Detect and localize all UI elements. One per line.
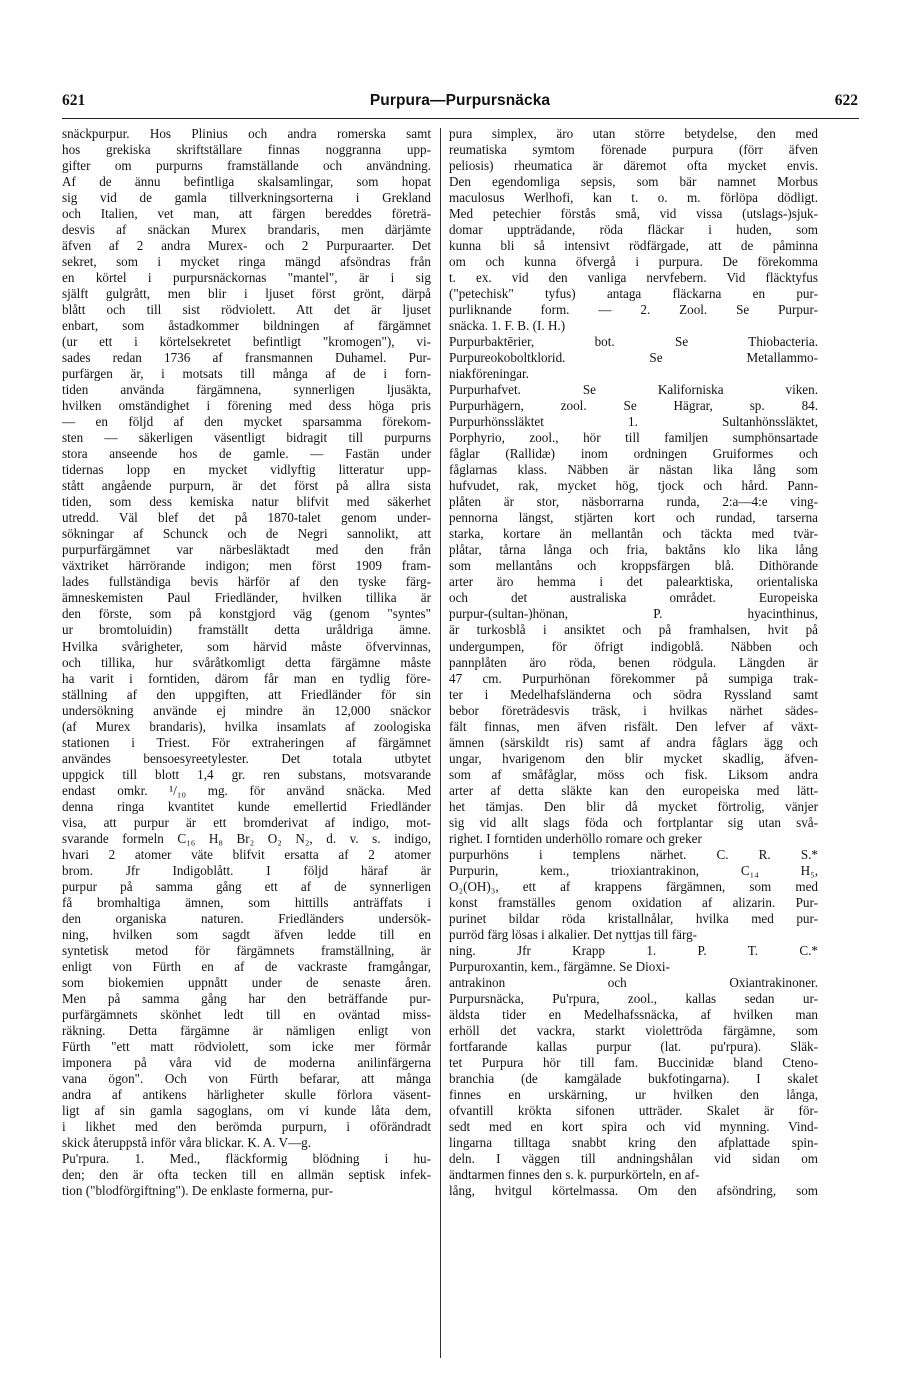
text-line: antrakinon och Oxiantrakinoner.: [449, 974, 818, 990]
text-line: plåten är stor, näsborrarna runda, 2:a—4:e ving-: [449, 494, 818, 510]
text-line: tiden, som dess kemiska natur blifvit med säkerhet: [62, 494, 431, 510]
text-line: svarande formeln C₁₆ H₈ Br₂ O₂ N₂, d. v. s. indigo,: [62, 830, 431, 846]
text-line: tion ("blodförgiftning"). De enklaste formerna, pur-: [62, 1183, 334, 1199]
text-line: gifter om purpurns framställande och användning.: [62, 158, 431, 174]
text-line: ("petechisk" tyfus) antaga fläckarna en pur-: [449, 286, 818, 302]
text-line: (ur ett i körtelsekretet befintligt "kromogen"), vi-: [62, 334, 431, 350]
text-line: maculosus Werlhofi, kan t. o. m. förlöpa dödligt.: [449, 190, 818, 206]
text-line: Fürth "ett matt rödviolett, som icke mer förmår: [62, 1038, 431, 1054]
text-line: purpurfärgämnet var närbesläktadt med den från: [62, 542, 431, 558]
text-line: purpur-(sultan-)hönan, P. hyacinthinus,: [449, 606, 818, 622]
text-line: äfven af 2 andra Murex- och 2 Purpuraarter. Det: [62, 238, 431, 254]
text-line: blått och till sist rödviolett. Att det är ljuset: [62, 302, 431, 318]
text-line: stora anseende hos de gamle. — Fastän under: [62, 446, 431, 462]
text-line: lingarna tilltaga snabbt kring den afplattade spin-: [449, 1134, 818, 1150]
text-line: Pu'rpura. 1. Med., fläckformig blödning i hu-: [62, 1151, 431, 1166]
text-line: i likhet med den berömda purpurn, i oförändradt: [62, 1118, 431, 1134]
text-line: snäcka. 1. F. B. (I. H.): [449, 318, 566, 334]
text-line: hufvudet, rak, mycket hög, tjock och hård. Pann-: [449, 478, 818, 494]
text-line: ställning af den uppgiften, att Friedländer för sin: [62, 686, 431, 702]
text-line: ter i Medelhafsländerna och södra Ryssland samt: [449, 686, 818, 702]
text-line: starka, kortare än mellantån och täckta med tvär-: [449, 526, 818, 542]
text-line: peliosis) rheumatica är däremot ofta mycket envis.: [449, 158, 818, 174]
text-line: och det australiska området. Europeiska: [449, 590, 818, 606]
text-line: endast omkr. ¹/₁₀ mg. för använd snäcka. Med: [62, 782, 431, 798]
text-line: denna ringa kvantitet kunde emellertid Friedländer: [62, 798, 431, 814]
text-line: andra af antikens härligheter skulle förlora väsent-: [62, 1086, 431, 1102]
text-line: O₂(OH)₃, ett af krappens färgämnen, som med: [449, 878, 818, 894]
text-line: niakföreningar.: [449, 366, 529, 382]
text-line: enligt von Fürth en af de vackraste framgångar,: [62, 958, 431, 974]
text-line: hvari 2 atomer väte blifvit ersatta af 2 atomer: [62, 846, 431, 862]
text-line: Purpurhönssläktet 1. Sultanhönssläktet,: [449, 414, 818, 430]
text-line: och tillika, hur svåråtkomligt detta färgämne måste: [62, 654, 431, 670]
text-line: ning. Jfr Krapp 1. P. T. C.*: [449, 942, 818, 958]
text-line: en körtel i purpursnäckornas "mantel", är i sig: [62, 270, 431, 286]
page-number-left: 621: [62, 92, 86, 109]
text-line: tiden använda färgämnena, synnerligen ljusäkta,: [62, 382, 431, 398]
text-line: ning, hvilken som sagdt äfven ledde till en: [62, 926, 431, 942]
text-line: ur bromtoluidin) framställt detta uråldriga ämne.: [62, 622, 431, 638]
text-line: undersökning använde ej mindre än 12,000 snäckor: [62, 702, 431, 718]
text-line: utredd. Väl blef det på 1870-talet genom under-: [62, 510, 431, 526]
text-line: Purpurbaktērier, bot. Se Thiobacteria.: [449, 334, 818, 350]
text-line: purpurhöns i templens närhet. C. R. S.*: [449, 846, 818, 862]
text-line: som mellantåns och kroppsfärgen blå. Dithörande: [449, 558, 818, 574]
text-line: sig vid de gamla tillverkningsorterna i Grekland: [62, 190, 431, 206]
text-line: ha varit i forntiden, därom får man en tydlig före-: [62, 670, 431, 686]
text-line: finnes en urskärning, ur hvilken den långa,: [449, 1086, 818, 1102]
text-line: sökningar af Schunck och de Negri sannolikt, att: [62, 526, 431, 542]
column-divider: [440, 128, 441, 1358]
text-line: fåglar (Rallidæ) inom ordningen Gruiformes och: [449, 446, 818, 462]
text-line: t. ex. vid den vanliga nervfebern. Vid fläcktyfus: [449, 270, 818, 286]
text-line: brom. Jfr Indigoblått. I följd häraf är: [62, 862, 431, 878]
text-line: 47 cm. Purpurhönan förekommer på sumpiga trak-: [449, 670, 818, 686]
text-line: skick återuppstå inför våra blickar. K. A. V—g.: [62, 1134, 312, 1150]
text-line: bebor företrädesvis träsk, i hvilkas närhet sädes-: [449, 702, 818, 718]
text-line: kunna bli så intensivt rödfärgade, att de påminna: [449, 238, 818, 254]
text-line: sig vid allt slags föda och fortplantar sig utan svå-: [449, 814, 818, 830]
text-line: ofvantill krökta sifonen utträder. Skalet är för-: [449, 1102, 818, 1118]
text-line: Den egendomliga sepsis, som bär namnet Morbus: [449, 174, 818, 190]
text-line: om och kunna öfvergå i purpura. De förekomma: [449, 254, 818, 270]
left-column: [62, 126, 431, 1199]
text-line: uppgick till blott 1,4 gr. ren substans, motsvarande: [62, 766, 431, 782]
text-line: hvilken omständighet i förening med dess höga pris: [62, 398, 431, 414]
text-line: lades fullständiga bevis härför af den tyske färg-: [62, 574, 431, 590]
text-line: — en följd af den mycket sparsamma förekom-: [62, 414, 431, 430]
text-line: få bromhaltiga ämnen, som hittills anträffats i: [62, 894, 431, 910]
text-line: och Italien, vet man, att färgen bereddes företrä-: [62, 206, 431, 222]
header-rule: [62, 118, 859, 119]
text-line: sades redan 1736 af fransmannen Duhamel. Pur-: [62, 350, 431, 366]
text-line: ändtarmen finnes den s. k. purpurkörteln, en af-: [449, 1167, 700, 1183]
text-line: som af småfåglar, möss och fisk. Liksom andra: [449, 766, 818, 782]
text-line: tet Purpura hör till fam. Buccinidæ bland Cteno-: [449, 1054, 818, 1070]
text-line: stått angående purpurn, är det först på allra sista: [62, 478, 431, 494]
text-line: Med petechier förstås små, vid vissa (utslags-)sjuk-: [449, 206, 818, 222]
text-line: deln. I väggen till andningshålan vid sidan om: [449, 1151, 818, 1166]
text-line: purfärgen är, i motsats till många af de i forn-: [62, 366, 431, 382]
text-line: ungar, hvarigenom den blir mycket skadlig, äfven-: [449, 750, 818, 766]
text-line: erhöll det vackra, starkt violettröda färgämne, som: [449, 1022, 818, 1038]
text-line: undergumpen, för öfrigt indigoblå. Näbben och: [449, 638, 818, 654]
text-line: Purpurhafvet. Se Kaliforniska viken.: [449, 382, 818, 398]
running-title: Purpura—Purpursnäcka: [369, 92, 551, 109]
text-line: sedt med en kort spira och vid mynning. Vind-: [449, 1118, 818, 1134]
text-line: lång, hvitgul körtelmassa. Om den afsöndring, som: [449, 1183, 818, 1199]
text-line: sekret, som i mycket ringa mängd afsöndras från: [62, 254, 431, 270]
text-line: plåtar, tårna långa och fria, baktåns klo lika lång: [449, 542, 818, 558]
text-line: fält finnas, men äfven risfält. Den lefver af växt-: [449, 718, 818, 734]
text-line: purliknande form. — 2. Zool. Se Purpur-: [449, 302, 818, 318]
text-line: righet. I forntiden underhöllo romare och greker: [449, 830, 702, 846]
text-line: den; den är ofta tecken till en allmän septisk infek-: [62, 1167, 431, 1183]
text-line: Purpuroxantin, kem., färgämne. Se Dioxi-: [449, 958, 670, 974]
text-line: Af de ännu befintliga skalsamlingar, som hopat: [62, 174, 431, 190]
text-line: vana ögon". Och von Fürth befarar, att många: [62, 1070, 431, 1086]
text-line: hos grekiska skriftställare finnas noggranna upp-: [62, 142, 431, 158]
text-line: ämnen (särskildt ris) samt af andra fåglars ägg och: [449, 734, 818, 750]
text-line: Porphyrio, zool., hör till familjen sumphönsartade: [449, 430, 818, 446]
text-line: desvis af snäckan Murex brandaris, men därjämte: [62, 222, 431, 238]
text-line: fortfarande kallas purpur (lat. pu'rpura). Släk-: [449, 1038, 818, 1054]
text-line: purröd färg lösas i alkalier. Det nyttjas till färg-: [449, 926, 698, 942]
text-line: användes bensoesyreetylester. Det totala utbytet: [62, 750, 431, 766]
text-line: själft gulgrått, men blir i ljuset först grönt, därpå: [62, 286, 431, 302]
text-line: pennorna längst, stjärten kort och rundad, tarserna: [449, 510, 818, 526]
text-line: sten — säkerligen väsentligt bidragit till purpurns: [62, 430, 431, 446]
text-line: som biokemien uppnått under de senaste åren.: [62, 974, 431, 990]
right-column: [449, 126, 818, 1199]
text-line: reumatiska symtom förenade purpura (förr äfven: [449, 142, 818, 158]
text-line: visa, att purpur är ett bromderivat af indigo, mot-: [62, 814, 431, 830]
text-line: Purpureokoboltklorid. Se Metallammo-: [449, 350, 818, 366]
text-line: domar uppträdande, röda fläckar i huden, som: [449, 222, 818, 238]
text-line: enbart, som åstadkommer bildningen af färgämnet: [62, 318, 431, 334]
text-line: Purpurin, kem., trioxiantrakinon, C₁₄ H₅,: [449, 862, 818, 878]
text-line: äldsta tider en Medelhafssnäcka, af hvilken man: [449, 1006, 818, 1022]
text-line: purfärgämnets skönhet ledt till en oväntad miss-: [62, 1006, 431, 1022]
page-number-right: 622: [834, 92, 858, 109]
text-line: purinet bildar röda kristallnålar, hvilka med pur-: [449, 910, 818, 926]
text-line: ligt af sin gamla sagoglans, om vi kunde låta dem,: [62, 1102, 431, 1118]
text-line: Hvilka svårigheter, som härvid måste öfvervinnas,: [62, 638, 431, 654]
text-line: syntetisk metod för färgämnets framställning, är: [62, 942, 431, 958]
text-line: imponera på våra vid de moderna anilinfärgerna: [62, 1054, 431, 1070]
text-line: Purpursnäcka, Pu'rpura, zool., kallas sedan ur-: [449, 990, 818, 1006]
text-line: räkning. Detta färgämne är nämligen enligt von: [62, 1022, 431, 1038]
text-line: konst framställes genom oxidation af alizarin. Pur-: [449, 894, 818, 910]
text-line: är turkosblå i ansiktet och på framhalsen, hvit på: [449, 622, 818, 638]
text-line: snäckpurpur. Hos Plinius och andra romerska samt: [62, 126, 431, 141]
text-line: arter af detta släkte kan den europeiska med lätt-: [449, 782, 818, 798]
text-line: fåglarnas klass. Näbben är nästan lika lång som: [449, 462, 818, 478]
text-line: arter äro hemma i det palearktiska, orientaliska: [449, 574, 818, 590]
text-line: (af Murex brandaris), hvilka insamlats af zoologiska: [62, 718, 431, 734]
text-line: den organiska naturen. Friedländers undersök-: [62, 910, 431, 926]
text-line: tidernas lopp en mycket vidlyftig litteratur upp-: [62, 462, 431, 478]
text-line: purpur på samma gång ett af de synnerligen: [62, 878, 431, 894]
text-line: pannplåten äro röda, benen rödgula. Längden är: [449, 654, 818, 670]
text-line: het tämjas. Den blir då mycket förtrolig, vänjer: [449, 798, 818, 814]
text-line: ämneskemisten Paul Friedländer, hvilken tillika är: [62, 590, 431, 606]
text-line: pura simplex, äro utan större betydelse, den med: [449, 126, 818, 141]
text-line: Men på samma gång har den beträffande pur-: [62, 990, 431, 1006]
text-line: växtriket härrörande indigon; men först 1909 fram-: [62, 558, 431, 574]
text-line: den förste, som på konstgjord väg (genom "syntes": [62, 606, 431, 622]
text-line: branchia (de kamgälade bukfotingarna). I skalet: [449, 1070, 818, 1086]
text-line: stationen i Triest. För extraheringen af färgämnet: [62, 734, 431, 750]
text-line: Purpurhägern, zool. Se Hägrar, sp. 84.: [449, 398, 818, 414]
